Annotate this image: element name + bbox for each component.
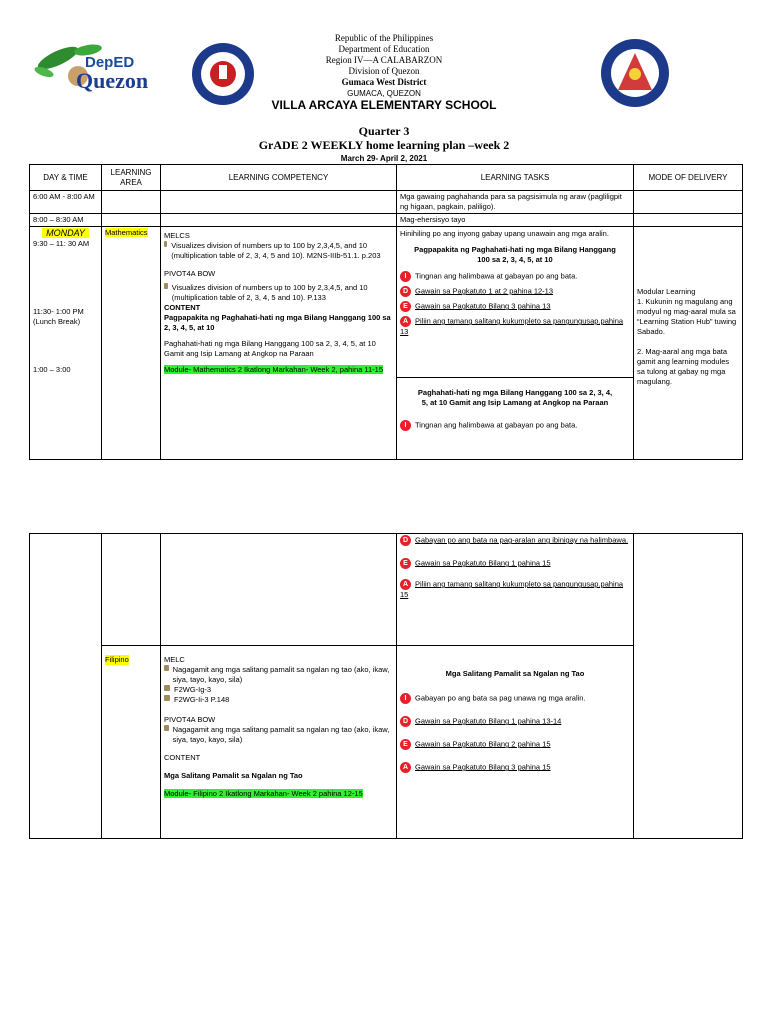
math-content-second: Paghahati-hati ng mga Bilang Hanggang 100 sa 2, 3, 4, 5, at 10 Gamit ang Isip Lamang at Angkop na Paraan (164, 339, 376, 358)
fil-content-title: Mga Salitang Pamalit sa Ngalan ng Tao (164, 771, 303, 780)
fil-task-a: Gawain sa Pagkatuto Bilang 3 pahina 15 (415, 762, 551, 772)
quezon-text: Quezon (76, 68, 149, 93)
math-content-title: Pagpapakita ng Paghahati-hati ng mga Bilang Hanggang 100 sa 2, 3, 4, 5, at 10 (164, 313, 391, 332)
task-intro: Hinihiling po ang inyong gabay upang unawain ang mga aralin. (400, 229, 609, 238)
task-title-2: Paghahati-hati ng mga Bilang Hanggang 100 sa 2, 3, 4, 5, at 10 Gamit ang Isip Lamang at Angkop na Paraan (417, 388, 613, 407)
badge-i-icon: I (400, 420, 411, 431)
area-math: Mathematics (105, 228, 148, 237)
task2-d: Gabayan po ang bata na pag-aralan ang ibinigay na halimbawa. (415, 535, 629, 545)
bullet-icon (164, 695, 170, 701)
monday-time-cell (30, 227, 102, 460)
division-line: Division of Quezon (348, 66, 420, 76)
area-math-cell (102, 227, 161, 460)
mode-of-delivery-cell: Modular Learning 1. Kukunin ng magulang ang modyul ng mag-aaral mula sa “Learning Station Hub” tuwing Sabado. 2. Mag-aaral ang mga bata gamit ang learning modules sa tulong at gabay ng mga magulang. (634, 227, 743, 460)
time-slot-afternoon: 1:00 – 3:00 (33, 365, 71, 374)
area-filipino-cell (102, 646, 161, 839)
fil-pivot-item: Nagagamit ang mga salitang pamalit sa ngalan ng tao (ako, ikaw, siya, tayo, kayo, sila) (172, 725, 390, 744)
header-learning-tasks: LEARNING TASKS (397, 165, 634, 191)
school-name: VILLA ARCAYA ELEMENTARY SCHOOL (271, 98, 497, 112)
fil-content-heading: CONTENT (164, 753, 201, 762)
fil-task-e: Gawain sa Pagkatuto Bilang 2 pahina 15 (415, 739, 551, 749)
time-slot-morning: 9:30 – 11: 30 AM (33, 239, 90, 248)
task-title-1: Pagpapakita ng Paghahati-hati ng mga Bilang Hanggang 100 sa 2, 3, 4, 5, at 10 (414, 245, 616, 264)
fil-pivot-heading: PIVOT4A BOW (164, 715, 216, 724)
badge-e-icon: E (400, 558, 411, 569)
date-range: March 29- April 2, 2021 (340, 154, 428, 163)
fil-task-d: Gawain sa Pagkatuto Bilang 1 pahina 13-14 (415, 716, 562, 726)
bullet-icon (164, 241, 167, 247)
badge-a-icon: A (400, 579, 411, 590)
badge-e-icon: E (400, 739, 411, 750)
badge-d-icon: D (400, 535, 411, 546)
math-module: Module- Mathematics 2 Ikatlong Markahan- Week 2, pahina 11-15 (164, 365, 384, 374)
quarter-title: Quarter 3 (358, 124, 410, 138)
town-line: GUMACA, QUEZON (347, 89, 421, 98)
header-learning-competency: LEARNING COMPETENCY (161, 165, 397, 191)
bullet-icon (164, 665, 169, 671)
badge-a-icon: A (400, 316, 411, 327)
fil-task-i: Gabayan po ang bata sa pag unawa ng mga aralin. (415, 693, 586, 703)
task-e1: Gawain sa Pagkatuto Bilang 3 pahina 13 (415, 301, 551, 311)
time-slot-lunch: 11:30- 1:00 PM (33, 307, 84, 316)
filipino-competency-cell (161, 646, 397, 839)
task2-e: Gawain sa Pagkatuto Bilang 1 pahina 15 (415, 558, 551, 568)
deped-text: DepED (85, 54, 135, 71)
row1-task: Mga gawaing paghahanda para sa pagsisimula ng araw (pagliligpit ng higaan, pagkain, paliligo). (397, 191, 634, 214)
day-label: MONDAY (42, 228, 89, 238)
task-d1: Gawain sa Pagkatuto 1 at 2 pahina 12-13 (415, 286, 554, 296)
task-i1: Tingnan ang halimbawa at gabayan po ang bata. (415, 271, 578, 281)
fil-melc-heading: MELC (164, 655, 185, 664)
math-pivot-text: Visualizes division of numbers up to 100 by 2,3,4,5, and 10 (multiplication table of 2, 3, 4, 5 and 10). P.133 (171, 283, 368, 302)
math-tasks-cell (397, 227, 634, 460)
task-i2: Tingnan ang halimbawa at gabayan po ang bata. (415, 420, 578, 430)
region-line: Region IV—A CALABARZON (325, 55, 443, 65)
row2-task: Mag-ehersisyo tayo (397, 214, 634, 227)
bullet-icon (164, 725, 169, 731)
badge-i-icon: I (400, 271, 411, 282)
bullet-icon (164, 283, 168, 289)
badge-d-icon: D (400, 286, 411, 297)
row1-time: 6:00 AM - 8:00 AM (30, 191, 102, 214)
department-line: Department of Education (338, 44, 430, 54)
continued-tasks-cell (397, 534, 634, 646)
fil-melc-item-3: F2WG-Ii-3 P.148 (174, 695, 230, 704)
plan-title: GrADE 2 WEEKLY home learning plan –week 2 (258, 138, 510, 152)
district-line: Gumaca West District (341, 77, 427, 87)
fil-module: Module- Filipino 2 Ikatlong Markahan- Week 2 pahina 12-15 (164, 789, 363, 798)
math-content-heading: CONTENT (164, 303, 201, 312)
header-day-time: DAY & TIME (30, 165, 102, 191)
badge-a-icon: A (400, 762, 411, 773)
area-filipino: Filipino (105, 655, 129, 664)
weekly-plan-table (29, 164, 743, 460)
task2-a: Piliin ang tamang salitang kukumpleto sa pangungusap.pahina 15 (400, 579, 624, 599)
republic-line: Republic of the Philippines (334, 33, 434, 43)
fil-melc-item-2: F2WG-Ig-3 (174, 685, 212, 694)
filipino-tasks-cell (397, 646, 634, 839)
letterhead (0, 33, 768, 99)
badge-d-icon: D (400, 716, 411, 727)
task-a1: Piliin ang tamang salitang kukumpleto sa pangungusap.pahina 13 (400, 316, 624, 336)
row2-time: 8:00 – 8:30 AM (30, 214, 102, 227)
header-mode-of-delivery: MODE OF DELIVERY (634, 165, 743, 191)
badge-e-icon: E (400, 301, 411, 312)
lunch-break-label: (Lunch Break) (33, 317, 81, 326)
header-learning-area: LEARNING AREA (102, 165, 161, 191)
fil-task-title: Mga Salitang Pamalit sa Ngalan ng Tao (445, 669, 585, 678)
math-pivot-heading: PIVOT4A BOW (164, 269, 216, 278)
bullet-icon (164, 685, 170, 691)
badge-i-icon: I (400, 693, 411, 704)
math-melcs-heading: MELCS (164, 231, 190, 240)
math-melc-text: Visualizes division of numbers up to 100 by 2,3,4,5, and 10 (multiplication table of 2, 3, 4, 5 and 10). M2NS-IIIb-51.1. p.203 (171, 241, 381, 260)
fil-melc-item-1: Nagagamit ang mga salitang pamalit sa ngalan ng tao (ako, ikaw, siya, tayo, kayo, sila) (172, 665, 390, 684)
math-competency-cell (161, 227, 397, 460)
weekly-plan-table-continued (29, 533, 743, 839)
